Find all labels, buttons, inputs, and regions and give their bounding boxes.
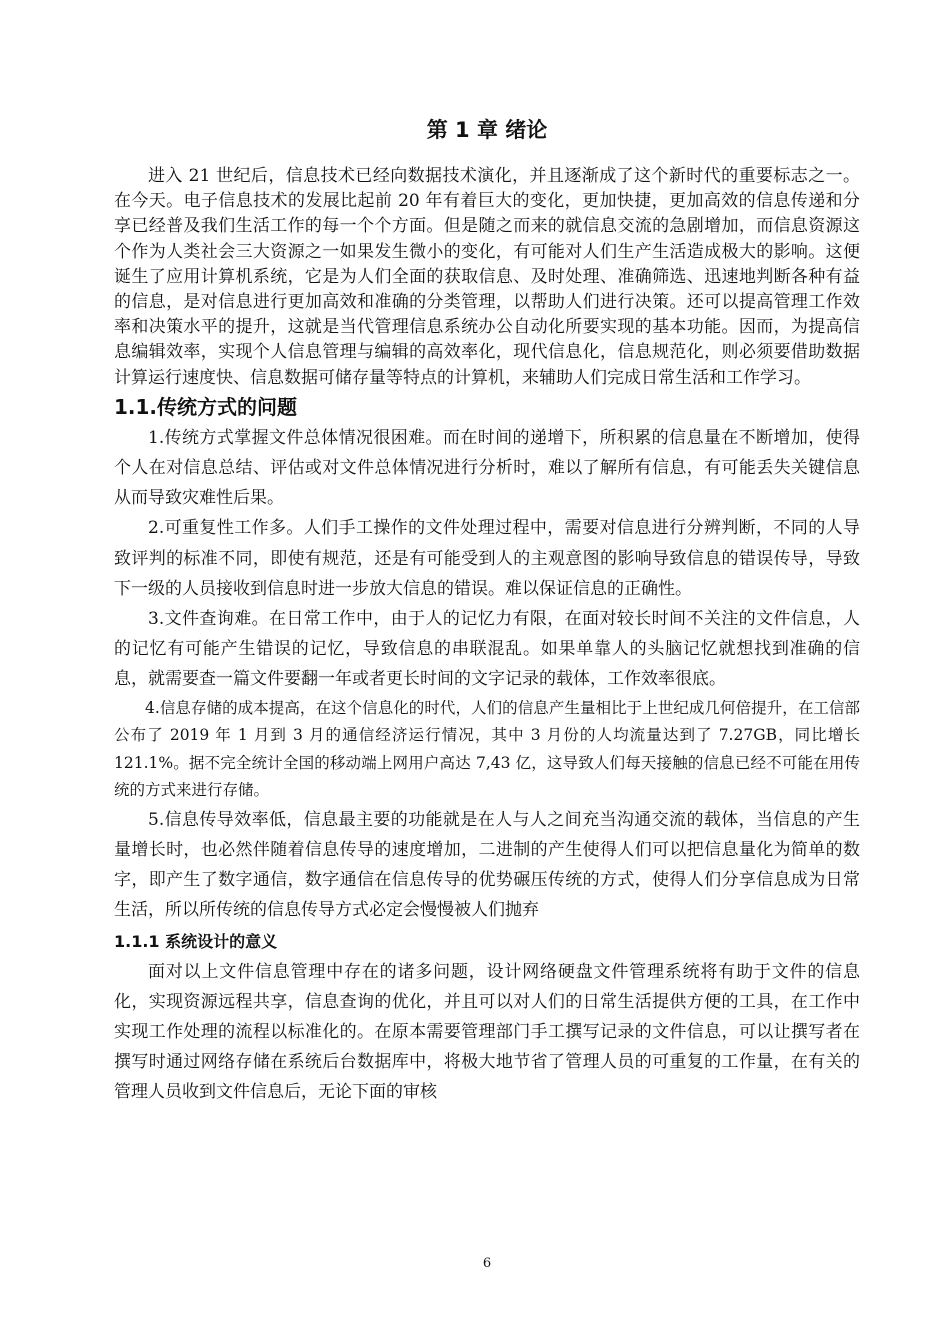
list-item-2: 2.可重复性工作多。人们手工操作的文件处理过程中，需要对信息进行分辨判断，不同的人导致评判的标准不同，即使有规范，还是有可能受到人的主观意图的影响导致信息的错误传导，导致下一级的人员接收到信息时进一步放大信息的错误。难以保证信息的正确性。 <box>114 518 860 599</box>
page-number: 6 <box>482 1256 492 1271</box>
subsection-heading-1-1-1: 1.1.1 系统设计的意义 <box>114 932 278 952</box>
document-page <box>114 0 860 1344</box>
list-item-3: 3.文件查询难。在日常工作中，由于人的记忆力有限，在面对较长时间不关注的文件信息，人的记忆有可能产生错误的记忆，导致信息的串联混乱。如果单靠人的头脑记忆就想找到准确的信息，就需要查一篇文件要翻一年或者更长时间的文字记录的载体，工作效率很底。 <box>114 609 860 690</box>
chapter-title: 第 1 章 绪论 <box>426 118 548 142</box>
list-item-4: 4.信息存储的成本提高，在这个信息化的时代，人们的信息产生量相比于上世纪成几何倍提升，在工信部公布了 2019 年 1 月到 3 月的通信经济运行情况，其中 3 月份的人均流量达到了 7.27GB，同比增长 121.1%。据不完全统计全国的移动端上网用户高达 7,43 亿，这导致人们每天接触的信息已经不可能在用传统的方式来进行存储。 <box>114 698 860 800</box>
list-item-1: 1.传统方式掌握文件总体情况很困难。而在时间的递增下，所积累的信息量在不断增加，使得个人在对信息总结、评估或对文件总体情况进行分析时，难以了解所有信息，有可能丢失关键信息从而导致灾难性后果。 <box>114 427 860 509</box>
section-heading-1-1: 1.1.传统方式的问题 <box>114 394 298 419</box>
page-content <box>114 164 860 1107</box>
intro-paragraph: 进入 21 世纪后，信息技术已经向数据技术演化，并且逐渐成了这个新时代的重要标志之一。在今天。电子信息技术的发展比起前 20 年有着巨大的变化，更加快捷，更加高效的信息传递和分享已经普及我们生活工作的每一个个方面。但是随之而来的就信息交流的急剧增加，而信息资源这个作为人类社会三大资源之一如果发生微小的变化，有可能对人们生产生活造成极大的影响。这便诞生了应用计算机系统，它是为人们全面的获取信息、及时处理、准确筛选、迅速地判断各种有益的信息，是对信息进行更加高效和准确的分类管理，以帮助人们进行决策。还可以提高管理工作效率和决策水平的提升，这就是当代管理信息系统办公自动化所要实现的基本功能。因而，为提高信息编辑效率，实现个人信息管理与编辑的高效率化，现代信息化，信息规范化，则必须要借助数据计算运行速度快、信息数据可储存量等特点的计算机，来辅助人们完成日常生活和工作学习。 <box>114 166 860 388</box>
list-item-5: 5.信息传导效率低，信息最主要的功能就是在人与人之间充当沟通交流的载体，当信息的产生量增长时，也必然伴随着信息传导的速度增加，二进制的产生使得人们可以把信息量化为简单的数字，即产生了数字通信，数字通信在信息传导的优势碾压传统的方式，使得人们分享信息成为日常生活，所以所传统的信息传导方式必定会慢慢被人们抛弃 <box>114 809 860 921</box>
subsection-paragraph: 面对以上文件信息管理中存在的诸多问题，设计网络硬盘文件管理系统将有助于文件的信息化，实现资源远程共享，信息查询的优化，并且可以对人们的日常生活提供方便的工具，在工作中实现工作处理的流程以标准化的。在原本需要管理部门手工撰写记录的文件信息，可以让撰写者在撰写时通过网络存储在系统后台数据库中，将极大地节省了管理人员的可重复的工作量，在有关的管理人员收到文件信息后，无论下面的审核 <box>114 962 860 1103</box>
